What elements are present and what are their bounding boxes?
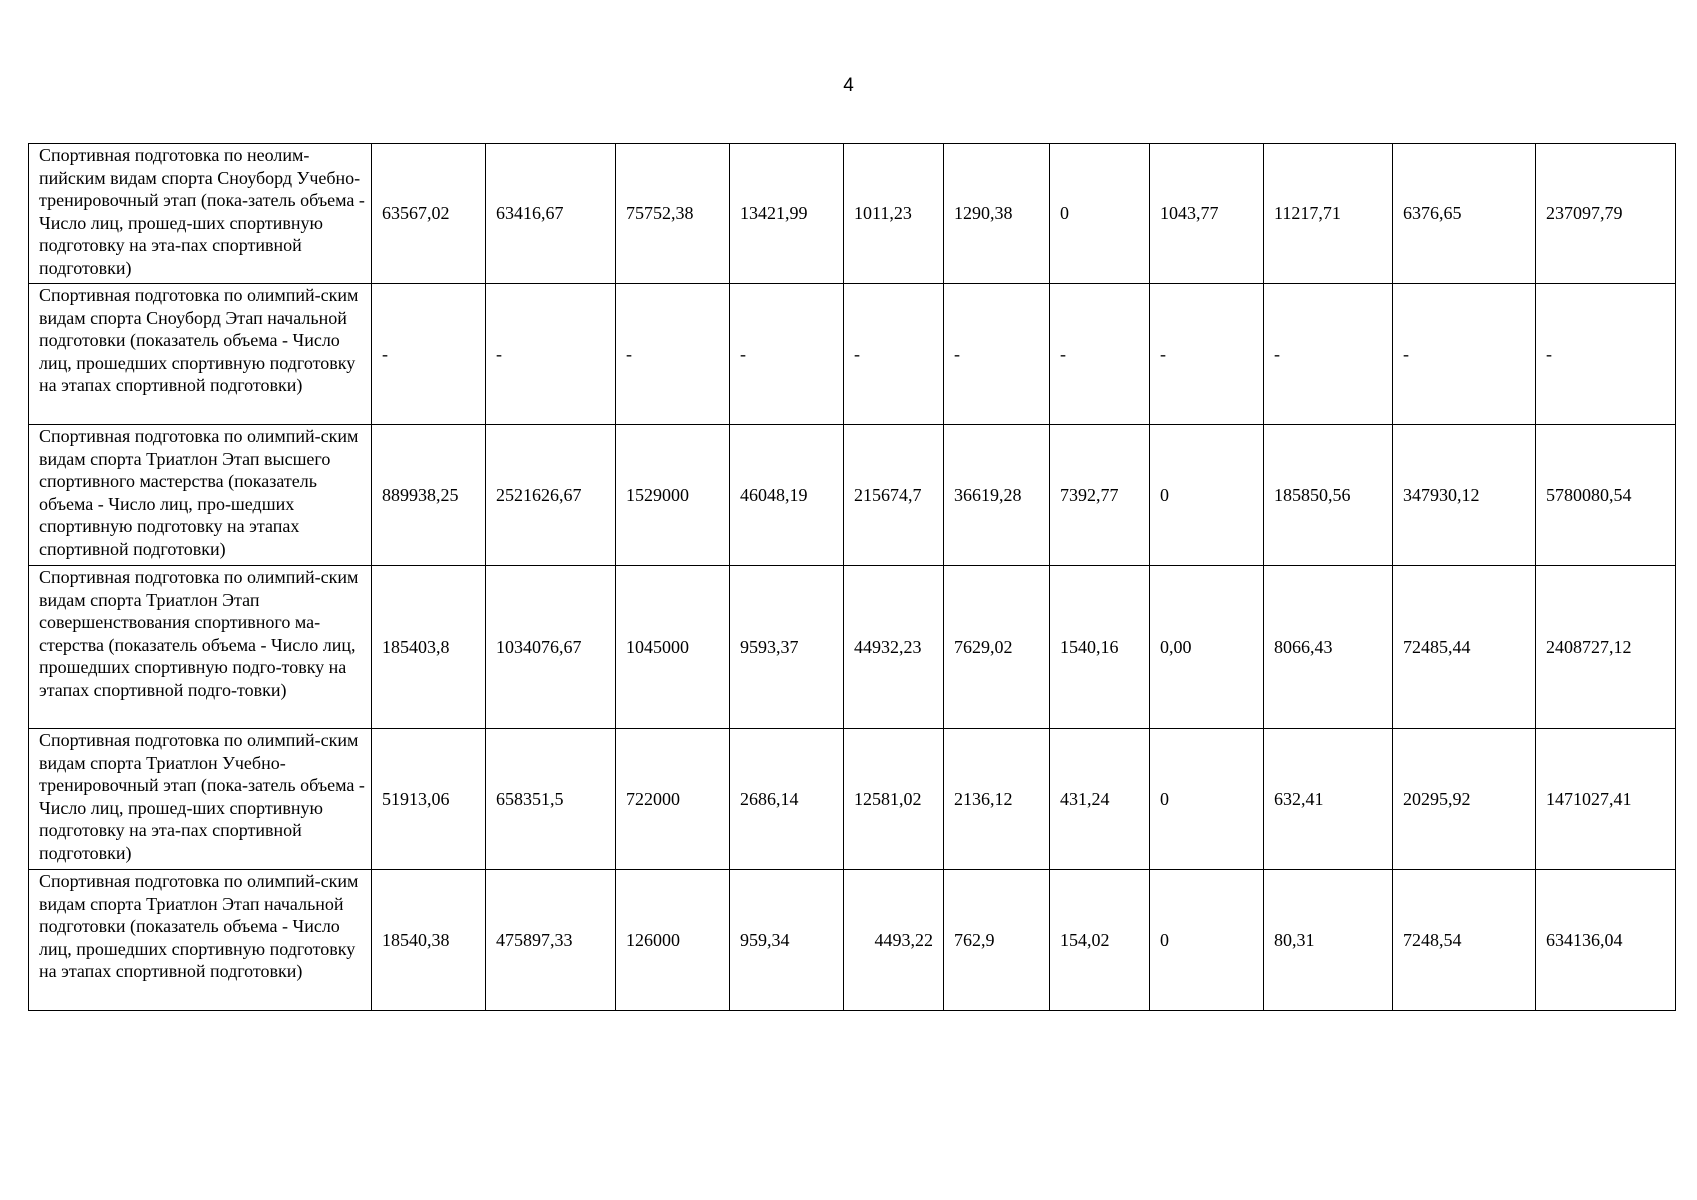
table-cell: 0: [1150, 870, 1264, 1011]
table-cell: -: [844, 284, 944, 425]
table-cell: 0: [1150, 425, 1264, 566]
table-cell: 347930,12: [1393, 425, 1536, 566]
table-cell: 8066,43: [1264, 566, 1393, 729]
table-cell: 63416,67: [486, 144, 616, 284]
table-cell: 12581,02: [844, 729, 944, 870]
table-cell: 2408727,12: [1536, 566, 1676, 729]
table-cell: 475897,33: [486, 870, 616, 1011]
table-cell: 4493,22: [844, 870, 944, 1011]
table-cell: 237097,79: [1536, 144, 1676, 284]
table-cell: 1290,38: [944, 144, 1050, 284]
row-description: Спортивная подготовка по неолим-пийским видам спорта Сноуборд Учебно-тренировочный этап (пока-затель объема - Число лиц, прошед-ших спортивную подготовку на эта-пах спортивной подготовки): [29, 144, 372, 284]
table-cell: 51913,06: [372, 729, 486, 870]
table-cell: -: [616, 284, 730, 425]
data-table: [28, 143, 1676, 1011]
table-cell: 215674,7: [844, 425, 944, 566]
table-cell: 36619,28: [944, 425, 1050, 566]
table-cell: 959,34: [730, 870, 844, 1011]
table-cell: -: [944, 284, 1050, 425]
table-row: [29, 284, 1676, 425]
table-cell: 634136,04: [1536, 870, 1676, 1011]
table-cell: -: [486, 284, 616, 425]
table-cell: 1043,77: [1150, 144, 1264, 284]
row-description: Спортивная подготовка по олимпий-ским видам спорта Триатлон Учебно-тренировочный этап (пока-затель объема - Число лиц, прошед-ших спортивную подготовку на эта-пах спортивной подготовки): [29, 729, 372, 870]
table-cell: 1034076,67: [486, 566, 616, 729]
table-cell: 1529000: [616, 425, 730, 566]
table-row: [29, 425, 1676, 566]
row-description: Спортивная подготовка по олимпий-ским видам спорта Триатлон Этап высшего спортивного мастерства (показатель объема - Число лиц, про-шедших спортивную подготовку на этапах спортивной подготовки): [29, 425, 372, 566]
table-cell: 1045000: [616, 566, 730, 729]
table-cell: -: [1264, 284, 1393, 425]
table-cell: 80,31: [1264, 870, 1393, 1011]
table-cell: 63567,02: [372, 144, 486, 284]
table-cell: 11217,71: [1264, 144, 1393, 284]
table-cell: 722000: [616, 729, 730, 870]
table-cell: 6376,65: [1393, 144, 1536, 284]
table-cell: 75752,38: [616, 144, 730, 284]
table-cell: 2686,14: [730, 729, 844, 870]
table-cell: 0: [1050, 144, 1150, 284]
table-cell: -: [372, 284, 486, 425]
table-cell: -: [1150, 284, 1264, 425]
row-description: Спортивная подготовка по олимпий-ским видам спорта Триатлон Этап начальной подготовки (показатель объема - Число лиц, прошедших спортивную подготовку на этапах спортивной подготовки): [29, 870, 372, 1011]
table-cell: 632,41: [1264, 729, 1393, 870]
table-cell: -: [730, 284, 844, 425]
table-cell: 7248,54: [1393, 870, 1536, 1011]
table-cell: 20295,92: [1393, 729, 1536, 870]
table-row: [29, 566, 1676, 729]
table-cell: -: [1536, 284, 1676, 425]
table-row: [29, 870, 1676, 1011]
table-cell: 13421,99: [730, 144, 844, 284]
table-cell: -: [1393, 284, 1536, 425]
table-cell: 1540,16: [1050, 566, 1150, 729]
table-cell: 72485,44: [1393, 566, 1536, 729]
table-cell: 185850,56: [1264, 425, 1393, 566]
table-cell: 2136,12: [944, 729, 1050, 870]
table-cell: 9593,37: [730, 566, 844, 729]
table-cell: 0,00: [1150, 566, 1264, 729]
row-description: Спортивная подготовка по олимпий-ским видам спорта Сноуборд Этап начальной подготовки (показатель объема - Число лиц, прошедших спортивную подготовку на этапах спортивной подготовки): [29, 284, 372, 425]
table-cell: 185403,8: [372, 566, 486, 729]
table-cell: 0: [1150, 729, 1264, 870]
table-cell: 46048,19: [730, 425, 844, 566]
table-cell: 658351,5: [486, 729, 616, 870]
table-cell: 762,9: [944, 870, 1050, 1011]
table-cell: 126000: [616, 870, 730, 1011]
table-cell: 2521626,67: [486, 425, 616, 566]
table-cell: 7629,02: [944, 566, 1050, 729]
table-row: [29, 729, 1676, 870]
table-cell: 5780080,54: [1536, 425, 1676, 566]
page-number: 4: [843, 75, 854, 96]
table-cell: 889938,25: [372, 425, 486, 566]
table-row: [29, 144, 1676, 284]
table-cell: -: [1050, 284, 1150, 425]
table-cell: 44932,23: [844, 566, 944, 729]
table-cell: 7392,77: [1050, 425, 1150, 566]
table-cell: 154,02: [1050, 870, 1150, 1011]
table-cell: 431,24: [1050, 729, 1150, 870]
table-cell: 1011,23: [844, 144, 944, 284]
row-description: Спортивная подготовка по олимпий-ским видам спорта Триатлон Этап совершенствования спортивного ма-стерства (показатель объема - Число лиц, прошедших спортивную подго-товку на этапах спортивной подго-товки): [29, 566, 372, 729]
table-cell: 18540,38: [372, 870, 486, 1011]
table-cell: 1471027,41: [1536, 729, 1676, 870]
